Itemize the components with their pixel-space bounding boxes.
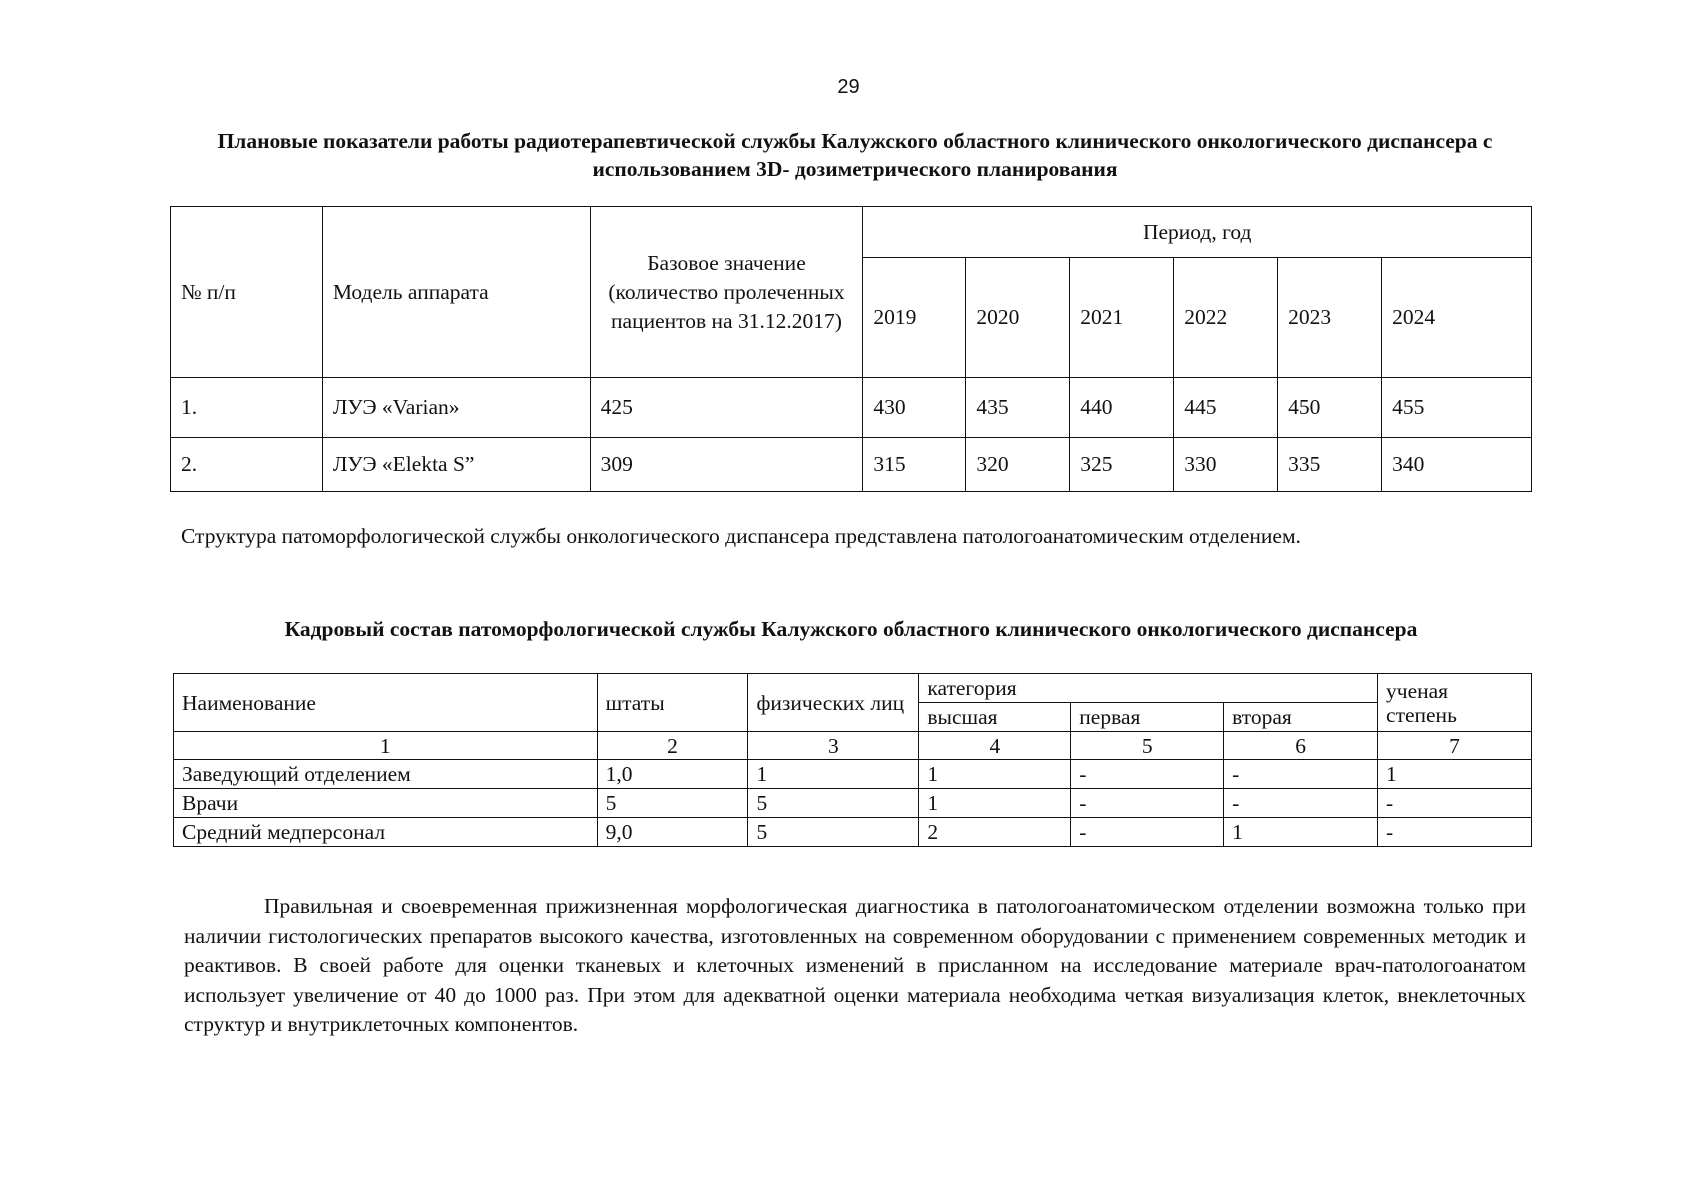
header-model: Модель аппарата [322, 207, 590, 378]
column-number: 4 [919, 732, 1071, 760]
row-base: 425 [590, 378, 863, 438]
column-number: 7 [1378, 732, 1532, 760]
row-value: 430 [863, 378, 966, 438]
row-value: 335 [1278, 438, 1382, 492]
paragraph-structure: Структура патоморфологической службы онкологического диспансера представлена патологоанатомическим отделением. [181, 524, 1301, 548]
row-base: 309 [590, 438, 863, 492]
table-row [174, 789, 1532, 818]
row-second: 1 [1224, 818, 1378, 847]
row-value: 440 [1070, 378, 1174, 438]
year-header: 2020 [966, 258, 1070, 378]
column-number: 2 [597, 732, 748, 760]
row-num: 2. [171, 438, 323, 492]
row-model: ЛУЭ «Elekta S” [322, 438, 590, 492]
header-persons: физических лиц [748, 674, 919, 732]
row-staff: 1,0 [597, 760, 748, 789]
header-degree: ученая степень [1378, 674, 1532, 732]
table1-title: Плановые показатели работы радиотерапевтической службы Калужского областного клинического онкологического диспансера с использованием 3D- дозиметрического планирования [217, 129, 1493, 181]
row-value: 445 [1174, 378, 1278, 438]
year-header: 2023 [1278, 258, 1382, 378]
row-persons: 1 [748, 760, 919, 789]
year-header: 2022 [1174, 258, 1278, 378]
header-category: категория [919, 674, 1378, 703]
row-value: 435 [966, 378, 1070, 438]
year-header: 2024 [1382, 258, 1532, 378]
header-period: Период, год [863, 207, 1532, 258]
table-row [174, 818, 1532, 847]
header-category-second: вторая [1224, 703, 1378, 732]
radiotherapy-plan-table [170, 206, 1532, 492]
table-row [171, 378, 1532, 438]
header-category-high: высшая [919, 703, 1071, 732]
row-degree: - [1378, 789, 1532, 818]
row-persons: 5 [748, 818, 919, 847]
row-first: - [1071, 818, 1224, 847]
staff-table [173, 673, 1532, 847]
row-first: - [1071, 789, 1224, 818]
column-number: 6 [1224, 732, 1378, 760]
row-value: 320 [966, 438, 1070, 492]
row-high: 2 [919, 818, 1071, 847]
header-staff: штаты [597, 674, 748, 732]
row-name: Заведующий отделением [174, 760, 598, 789]
column-number: 1 [174, 732, 598, 760]
row-high: 1 [919, 789, 1071, 818]
column-number-row [174, 732, 1532, 760]
column-number: 5 [1071, 732, 1224, 760]
row-first: - [1071, 760, 1224, 789]
row-staff: 5 [597, 789, 748, 818]
year-header: 2021 [1070, 258, 1174, 378]
row-value: 325 [1070, 438, 1174, 492]
row-high: 1 [919, 760, 1071, 789]
header-num: № п/п [171, 207, 323, 378]
table2-title: Кадровый состав патоморфологической службы Калужского областного клинического онкологического диспансера [284, 617, 1418, 641]
row-value: 315 [863, 438, 966, 492]
row-num: 1. [171, 378, 323, 438]
header-name: Наименование [174, 674, 598, 732]
header-base-value: Базовое значение (количество пролеченных пациентов на 31.12.2017) [590, 207, 863, 378]
row-model: ЛУЭ «Varian» [322, 378, 590, 438]
row-value: 450 [1278, 378, 1382, 438]
row-name: Средний медперсонал [174, 818, 598, 847]
page-number: 29 [837, 76, 860, 98]
row-persons: 5 [748, 789, 919, 818]
row-value: 455 [1382, 378, 1532, 438]
paragraph-diagnostics: Правильная и своевременная прижизненная морфологическая диагностика в патологоанатомическом отделении возможна только при наличии гистологических препаратов высокого качества, изготовленных на современном оборудовании с применением современных методик и реактивов. В своей работе для оценки тканевых и клеточных изменений в присланном на исследование материале врач-патологоанатом использует увеличение от 40 до 1000 раз. При этом для адекватной оценки материала необходима четкая визуализация клеток, внеклеточных структур и внутриклеточных компонентов. [184, 894, 1526, 1036]
table-row [174, 760, 1532, 789]
row-name: Врачи [174, 789, 598, 818]
table-row [171, 438, 1532, 492]
row-second: - [1224, 760, 1378, 789]
column-number: 3 [748, 732, 919, 760]
row-second: - [1224, 789, 1378, 818]
year-header: 2019 [863, 258, 966, 378]
row-staff: 9,0 [597, 818, 748, 847]
row-value: 330 [1174, 438, 1278, 492]
row-value: 340 [1382, 438, 1532, 492]
row-degree: - [1378, 818, 1532, 847]
row-degree: 1 [1378, 760, 1532, 789]
header-category-first: первая [1071, 703, 1224, 732]
